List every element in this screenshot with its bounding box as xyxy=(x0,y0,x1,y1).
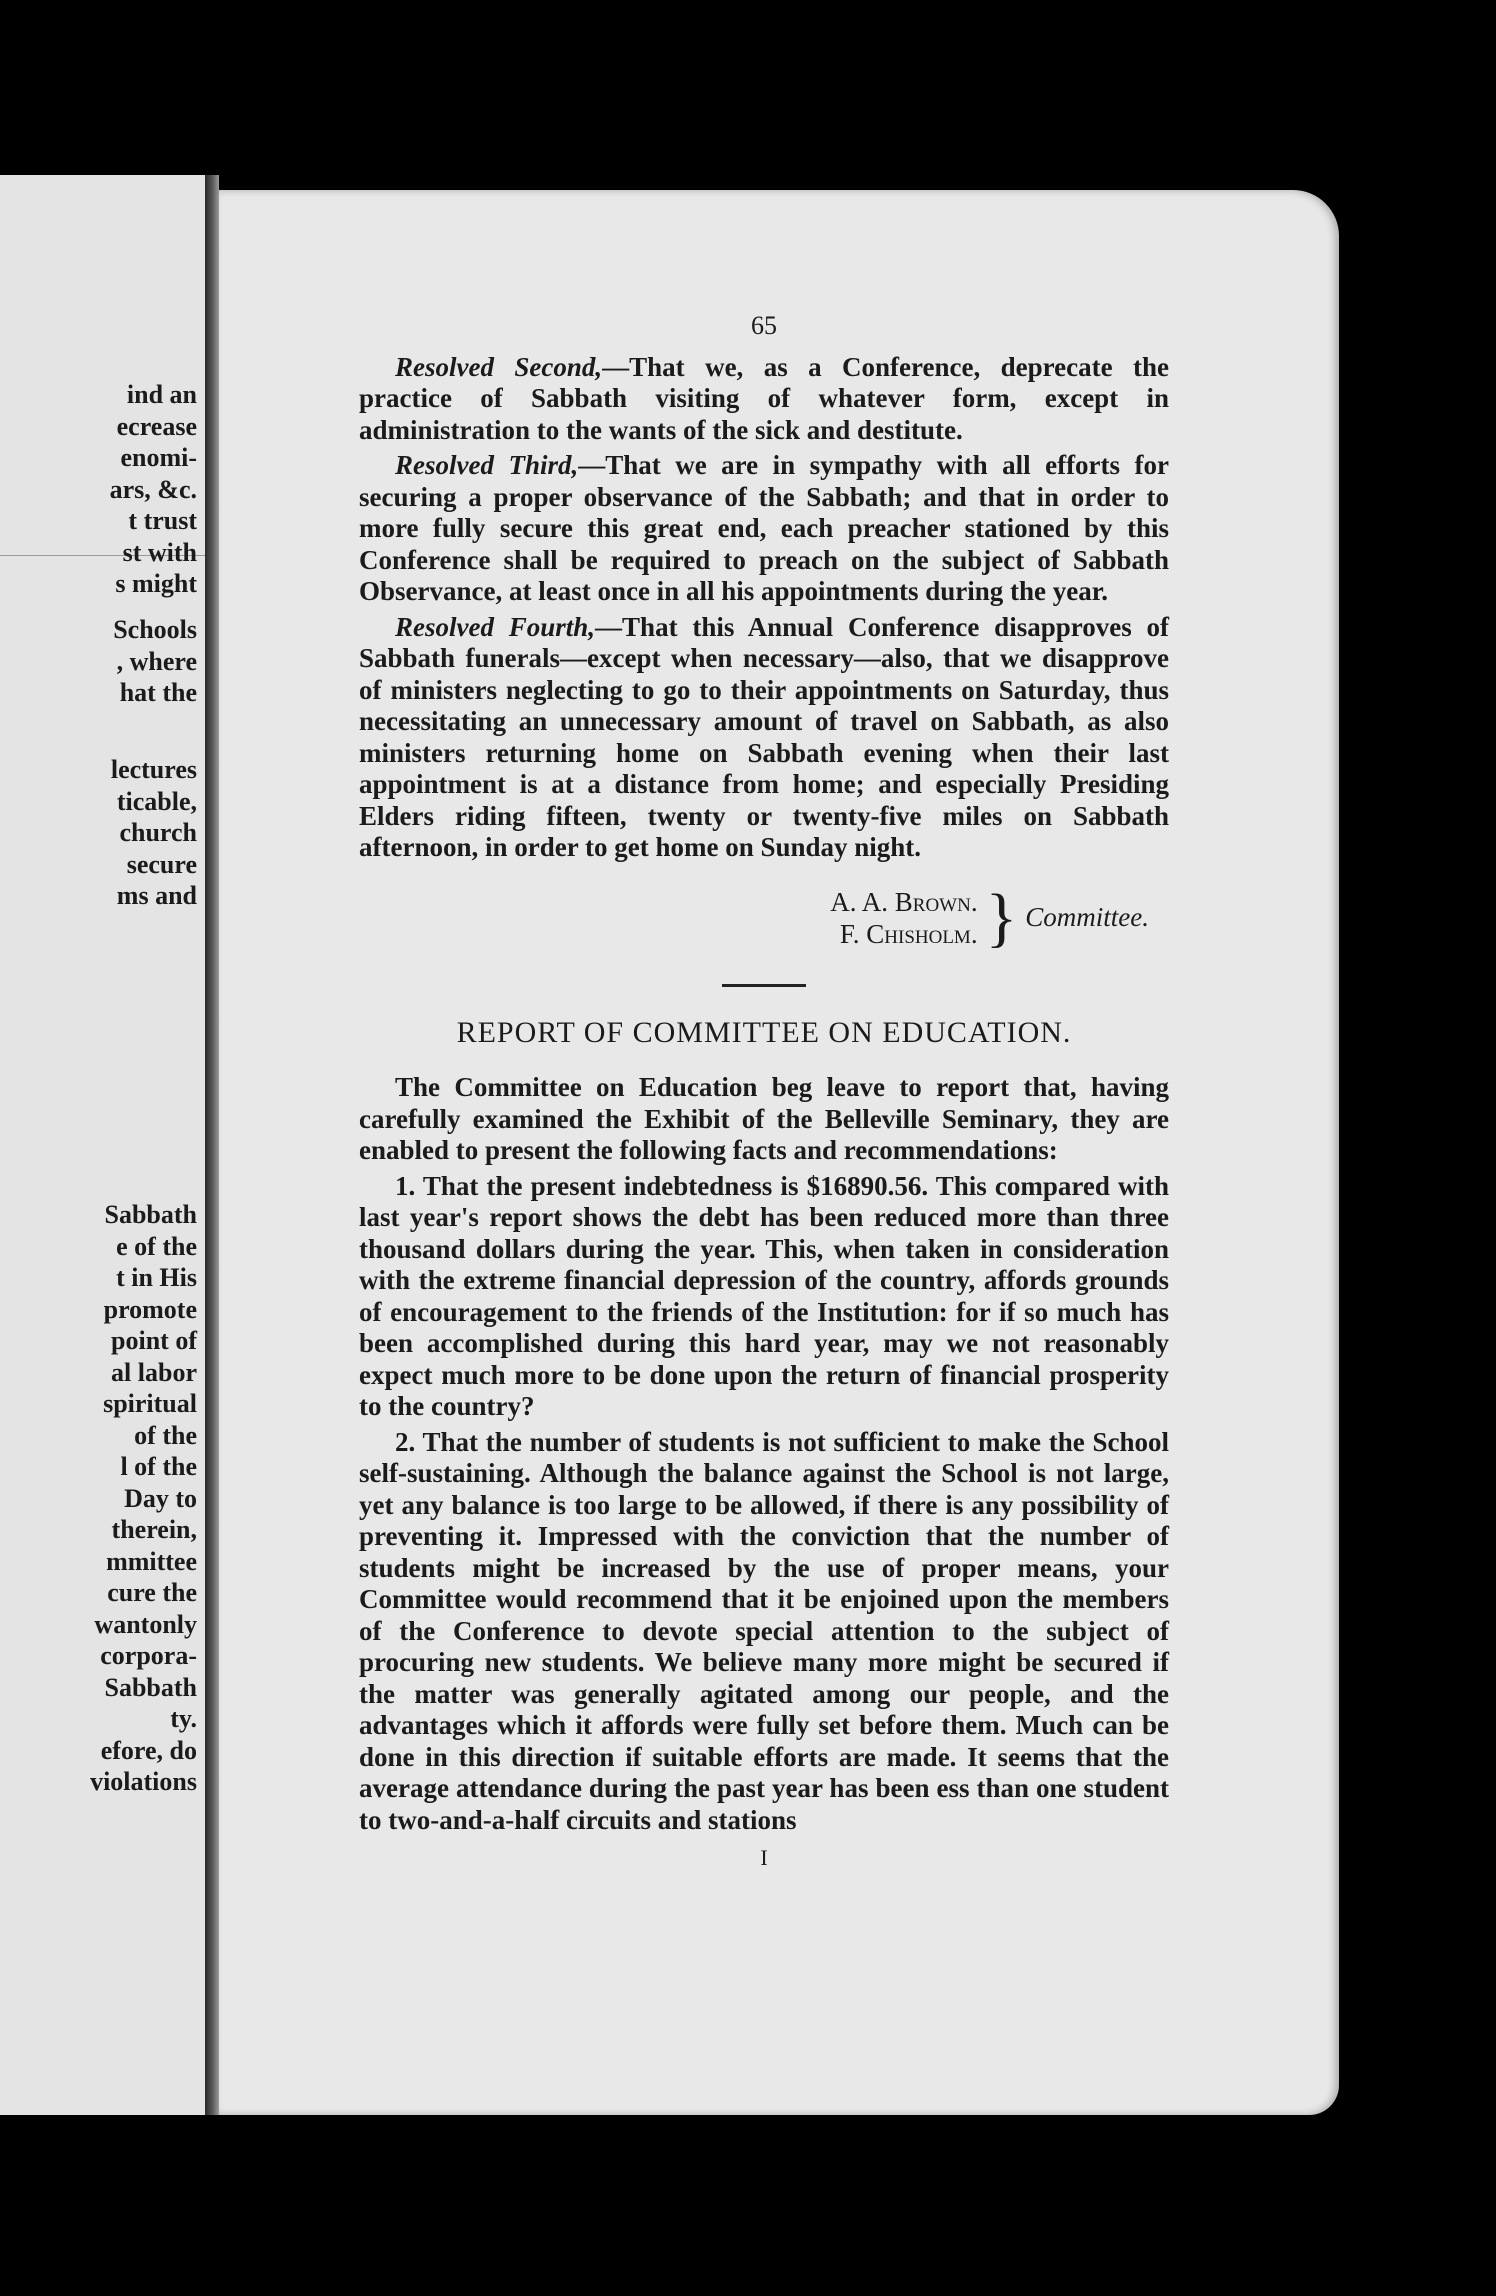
resolution-text: —That we, as a Conference, deprecate the practice of Sabbath visiting of whatever form, except in administration to the wants of the sick and destitute. xyxy=(359,351,1169,445)
left-text-fragment: promote xyxy=(103,1294,197,1324)
committee-signatures xyxy=(359,880,1149,954)
left-text-fragment: Sabbath xyxy=(104,1672,197,1702)
left-text-fragment: st with xyxy=(122,537,197,567)
resolution-paragraph xyxy=(359,352,1169,447)
signature-name: A. A. Brown. xyxy=(830,886,978,917)
left-text-fragment: church xyxy=(119,818,197,847)
resolution-paragraph xyxy=(359,612,1169,864)
left-text-fragment: e of the xyxy=(116,1231,197,1261)
section-title: REPORT OF COMMITTEE ON EDUCATION. xyxy=(456,1015,1072,1049)
left-text-fragment: al labor xyxy=(111,1357,197,1387)
left-text-fragment: t in His xyxy=(116,1263,197,1292)
left-text-fragment: hat the xyxy=(119,678,197,707)
signature-names xyxy=(830,886,977,950)
page-number: 65 xyxy=(751,311,777,340)
report-paragraph: 1. That the present indebtedness is $16890.56. This compared with last year's report shows the debt has been reduced more than three thousand dollars during the year. This, when taken in consideration with the extreme financial depression of the country, affords grounds of encouragement to the friends of the Institution: for if so much has been accomplished during this hard year, may we not reasonably expect much more to be done upon the return of financial prosperity to the country? xyxy=(359,1170,1169,1421)
left-text-fragment: violations xyxy=(90,1767,197,1796)
left-text-fragment: ecrease xyxy=(116,411,197,441)
printer-signature-mark: I xyxy=(760,1845,768,1870)
signature-name: F. Chisholm. xyxy=(839,918,978,949)
left-text-fragment: t trust xyxy=(128,506,197,535)
left-text-fragment: Sabbath xyxy=(104,1200,197,1229)
left-text-fragment: l of the xyxy=(120,1452,197,1481)
left-text-fragment: enomi- xyxy=(120,443,197,472)
left-text-fragment: ind an xyxy=(126,380,197,409)
left-text-fragment: lectures xyxy=(110,755,197,784)
left-text-fragment: wantonly xyxy=(94,1609,197,1639)
left-text-fragment: spiritual xyxy=(103,1389,197,1418)
resolution-label: Resolved Fourth, xyxy=(395,611,596,642)
left-text-fragment: , where xyxy=(116,646,197,676)
resolution-text: —That we are in sympathy with all efforts for securing a proper observance of the Sabbath; and that in order to more fully secure this great end, each preacher stationed by this Conference shall be required to preach on the subject of Sabbath Observance, at least once in all his appointments during the year. xyxy=(359,450,1169,606)
resolution-paragraph xyxy=(359,450,1169,608)
left-text-fragment: ars, &c. xyxy=(109,474,197,504)
committee-label: Committee. xyxy=(1025,901,1149,932)
left-text-fragment: secure xyxy=(126,849,197,879)
left-text-fragment: corpora- xyxy=(100,1641,197,1670)
left-text-fragment: mmittee xyxy=(106,1546,197,1576)
section-divider xyxy=(722,984,806,987)
left-text-fragment: ms and xyxy=(116,881,197,910)
left-page-fragment xyxy=(0,175,205,2115)
report-paragraph: The Committee on Education beg leave to report that, having carefully examined the Exhibit of the Belleville Seminary, they are enabled to present the following facts and recommendations: xyxy=(359,1072,1169,1165)
left-text-fragment: of the xyxy=(134,1420,197,1450)
right-page xyxy=(219,190,1339,2115)
resolution-label: Resolved Second, xyxy=(395,351,603,382)
brace-glyph: } xyxy=(985,880,1018,954)
left-text-fragment: Schools xyxy=(113,615,197,644)
resolution-text: —That this Annual Conference disapproves of Sabbath funerals—except when necessary—also, that we disapprove of ministers neglecting to go to their appointments on Saturday, thus necessitating an unnecessary amount of travel on Sabbath, as also ministers returning home on Sabbath evening when their last appointment is at a distance from home; and especially Presiding Elders riding fifteen, twenty or twenty-five miles on Sabbath afternoon, in order to get home on Sunday night. xyxy=(359,611,1169,862)
left-text-fragment: ty. xyxy=(170,1704,197,1733)
page-content xyxy=(359,310,1169,1874)
left-text-fragment: s might xyxy=(115,569,197,598)
left-text-fragment: cure the xyxy=(107,1578,197,1607)
left-text-fragment: efore, do xyxy=(100,1735,197,1765)
book-gutter xyxy=(205,175,219,2115)
left-text-fragment: ticable, xyxy=(116,786,197,816)
left-text-fragment: therein, xyxy=(111,1515,197,1544)
left-text-fragment: Day to xyxy=(124,1483,197,1513)
resolution-label: Resolved Third, xyxy=(395,450,579,480)
left-text-fragment: point of xyxy=(111,1326,197,1355)
report-paragraph: 2. That the number of students is not sufficient to make the School self-sustaining. Although the balance against the School is not large, yet any balance is too large to be allowed, if there is any possibility of preventing it. Impressed with the conviction that the number of students might be increased by the use of proper means, your Committee would recommend that it be enjoined upon the members of the Conference to devote special attention to the subject of procuring new students. We believe many more might be secured if the matter was generally agitated among our people, and the advantages which it affords were fully set before them. Much can be done in this direction if suitable efforts are made. It seems that the average attendance during the past year has been ess than one student to two-and-a-half circuits and stations xyxy=(359,1426,1169,1835)
